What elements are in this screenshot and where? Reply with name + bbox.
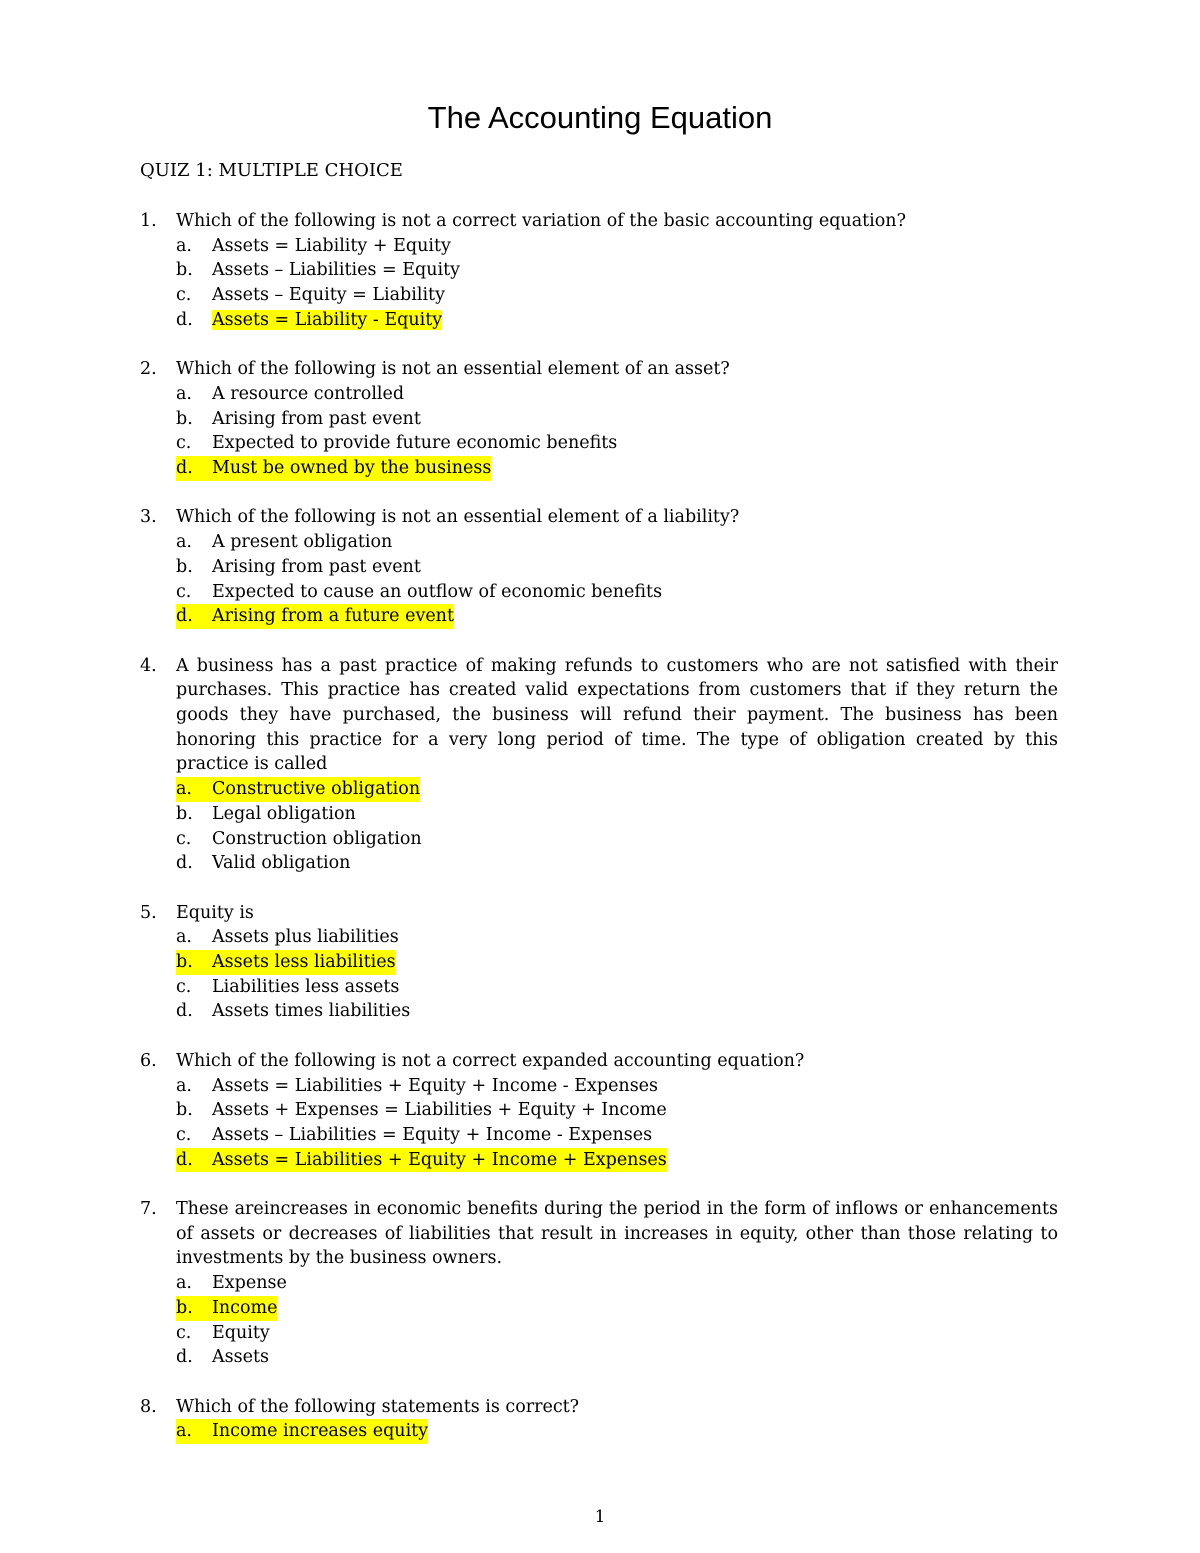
option-letter: c. <box>176 433 192 454</box>
question-number: 6. <box>140 1050 157 1071</box>
option-text: Expected to cause an outflow of economic benefits <box>212 581 663 602</box>
answer-option-content <box>176 1123 652 1148</box>
question-row <box>140 1049 1058 1074</box>
option-letter: a. <box>176 927 192 948</box>
answer-option <box>176 308 1058 333</box>
highlighted-answer <box>176 308 442 333</box>
option-letter: a. <box>176 532 192 553</box>
answer-option <box>176 283 1058 308</box>
answer-option <box>176 1271 1058 1296</box>
highlighted-answer <box>176 604 454 629</box>
option-text: Assets plus liabilities <box>212 927 399 948</box>
answer-option <box>176 950 1058 975</box>
page-number: 1 <box>594 1507 606 1527</box>
question-3 <box>140 505 1058 629</box>
question-6 <box>140 1049 1058 1173</box>
option-letter: c. <box>176 581 192 602</box>
answer-option-content <box>176 1074 658 1099</box>
option-letter: b. <box>176 260 193 281</box>
option-text: Construction obligation <box>212 828 422 849</box>
option-text: Assets = Liability - Equity <box>212 309 443 330</box>
question-row <box>140 1395 1058 1420</box>
option-text: Assets – Liabilities = Equity <box>212 260 461 281</box>
option-letter: d. <box>176 853 193 874</box>
option-text: Assets = Liabilities + Equity + Income + Expenses <box>212 1149 667 1170</box>
answer-options <box>140 1271 1058 1370</box>
question-row <box>140 1197 1058 1271</box>
option-letter: a. <box>176 383 192 404</box>
answer-option <box>176 1345 1058 1370</box>
question-7 <box>140 1197 1058 1370</box>
option-letter: d. <box>176 606 193 627</box>
question-text: A business has a past practice of making refunds to customers who are not satisfied with their purchases. This practice has created valid expectations from customers that if they return the goods they have purchased, the business will refund their payment. The business has been honoring this practice for a very long period of time. The type of obligation created by this practice is called <box>176 655 1058 775</box>
option-letter: b. <box>176 1297 193 1318</box>
question-4 <box>140 654 1058 876</box>
option-letter: b. <box>176 408 193 429</box>
answer-option <box>176 530 1058 555</box>
question-2 <box>140 357 1058 481</box>
question-number: 5. <box>140 902 157 923</box>
question-number: 8. <box>140 1396 157 1417</box>
question-number: 4. <box>140 655 157 676</box>
option-letter: a. <box>176 1075 192 1096</box>
option-text: Assets less liabilities <box>212 952 396 973</box>
question-1 <box>140 209 1058 333</box>
question-text: Which of the following is not an essential element of a liability? <box>176 507 740 528</box>
answer-option <box>176 1148 1058 1173</box>
question-text: These areincreases in economic benefits during the period in the form of inflows or enhancements of assets or decreases of liabilities that result in increases in equity, other than those relating to investments by the business owners. <box>176 1199 1058 1269</box>
option-letter: c. <box>176 1124 192 1145</box>
answer-option-content <box>176 1271 287 1296</box>
option-letter: d. <box>176 1149 193 1170</box>
option-letter: a. <box>176 1273 192 1294</box>
answer-option-content <box>176 431 617 456</box>
question-text: Which of the following is not a correct variation of the basic accounting equation? <box>176 211 906 231</box>
option-text: Legal obligation <box>212 803 356 824</box>
answer-option-content <box>176 827 422 852</box>
option-text: Arising from past event <box>212 556 421 577</box>
option-text: Assets <box>212 1347 269 1368</box>
answer-option <box>176 827 1058 852</box>
answer-option-content <box>176 234 451 259</box>
answer-options <box>140 777 1058 876</box>
option-text: Must be owned by the business <box>212 458 492 479</box>
answer-option <box>176 456 1058 481</box>
option-text: Liabilities less assets <box>212 976 400 997</box>
document-title: The Accounting Equation <box>427 100 773 135</box>
answer-option <box>176 851 1058 876</box>
option-text: A present obligation <box>212 532 393 553</box>
option-text: Income <box>212 1297 278 1318</box>
answer-option <box>176 604 1058 629</box>
answer-option-content <box>176 802 356 827</box>
option-text: Expected to provide future economic benefits <box>212 433 618 454</box>
option-letter: a. <box>176 1421 192 1442</box>
question-text: Which of the following is not a correct expanded accounting equation? <box>176 1050 805 1071</box>
highlighted-answer <box>176 456 491 481</box>
answer-option <box>176 999 1058 1024</box>
answer-option <box>176 555 1058 580</box>
question-text: Equity is <box>176 902 254 923</box>
answer-option <box>176 1321 1058 1346</box>
answer-option-content <box>176 1098 667 1123</box>
answer-options <box>140 234 1058 333</box>
answer-options <box>140 530 1058 629</box>
option-letter: a. <box>176 779 192 800</box>
option-text: Arising from past event <box>212 408 421 429</box>
question-row <box>140 901 1058 926</box>
question-list <box>140 209 1058 1469</box>
highlighted-answer <box>176 950 396 975</box>
answer-option-content <box>176 925 399 950</box>
answer-option <box>176 1074 1058 1099</box>
option-letter: b. <box>176 556 193 577</box>
option-text: A resource controlled <box>212 383 405 404</box>
answer-option <box>176 1123 1058 1148</box>
answer-options <box>140 382 1058 481</box>
option-text: Income increases equity <box>212 1421 429 1442</box>
option-letter: b. <box>176 1100 193 1121</box>
question-number: 3. <box>140 507 157 528</box>
option-letter: c. <box>176 828 192 849</box>
option-letter: b. <box>176 952 193 973</box>
answer-option <box>176 431 1058 456</box>
option-text: Valid obligation <box>212 853 351 874</box>
option-letter: c. <box>176 1322 192 1343</box>
answer-options <box>140 1074 1058 1173</box>
highlighted-answer <box>176 777 420 802</box>
answer-options <box>140 925 1058 1024</box>
option-letter: d. <box>176 1001 193 1022</box>
quiz-heading: QUIZ 1: MULTIPLE CHOICE <box>140 160 403 181</box>
answer-option <box>176 382 1058 407</box>
option-letter: c. <box>176 285 192 306</box>
question-row <box>140 357 1058 382</box>
highlighted-answer <box>176 1296 277 1321</box>
question-number: 7. <box>140 1199 157 1220</box>
option-text: Assets – Liabilities = Equity + Income - Expenses <box>212 1124 653 1145</box>
option-text: Assets times liabilities <box>212 1001 411 1022</box>
answer-option-content <box>176 258 460 283</box>
answer-option-content <box>176 407 421 432</box>
option-letter: d. <box>176 458 193 479</box>
question-5 <box>140 901 1058 1025</box>
question-text: Which of the following is not an essential element of an asset? <box>176 359 730 380</box>
option-letter: d. <box>176 309 193 330</box>
highlighted-answer <box>176 1419 428 1444</box>
highlighted-answer <box>176 1148 667 1173</box>
answer-option <box>176 802 1058 827</box>
option-text: Assets + Expenses = Liabilities + Equity + Income <box>212 1100 667 1121</box>
answer-option-content <box>176 555 421 580</box>
answer-option-content <box>176 999 410 1024</box>
answer-options <box>140 1419 1058 1444</box>
option-letter: d. <box>176 1347 193 1368</box>
question-number: 2. <box>140 359 157 380</box>
answer-option <box>176 777 1058 802</box>
question-row <box>140 654 1058 778</box>
option-text: Assets = Liabilities + Equity + Income - Expenses <box>212 1075 659 1096</box>
option-letter: c. <box>176 976 192 997</box>
option-letter: a. <box>176 235 192 256</box>
answer-option-content <box>176 1345 269 1370</box>
answer-option-content <box>176 530 392 555</box>
answer-option-content <box>176 382 404 407</box>
answer-option-content <box>176 580 662 605</box>
option-text: Equity <box>212 1322 270 1343</box>
answer-option <box>176 234 1058 259</box>
question-8 <box>140 1395 1058 1444</box>
answer-option <box>176 407 1058 432</box>
answer-option <box>176 1419 1058 1444</box>
answer-option <box>176 580 1058 605</box>
option-text: Expense <box>212 1273 287 1294</box>
option-letter: b. <box>176 803 193 824</box>
option-text: Arising from a future event <box>212 606 454 627</box>
answer-option-content <box>176 283 445 308</box>
question-row <box>140 505 1058 530</box>
option-text: Assets – Equity = Liability <box>212 285 445 306</box>
question-number: 1. <box>140 211 157 231</box>
question-text: Which of the following statements is correct? <box>176 1396 580 1417</box>
answer-option-content <box>176 1321 270 1346</box>
answer-option <box>176 1296 1058 1321</box>
answer-option <box>176 258 1058 283</box>
answer-option-content <box>176 851 350 876</box>
option-text: Constructive obligation <box>212 779 421 800</box>
answer-option <box>176 1098 1058 1123</box>
answer-option-content <box>176 975 399 1000</box>
answer-option <box>176 975 1058 1000</box>
option-text: Assets = Liability + Equity <box>212 235 451 256</box>
question-row <box>140 209 1058 234</box>
answer-option <box>176 925 1058 950</box>
